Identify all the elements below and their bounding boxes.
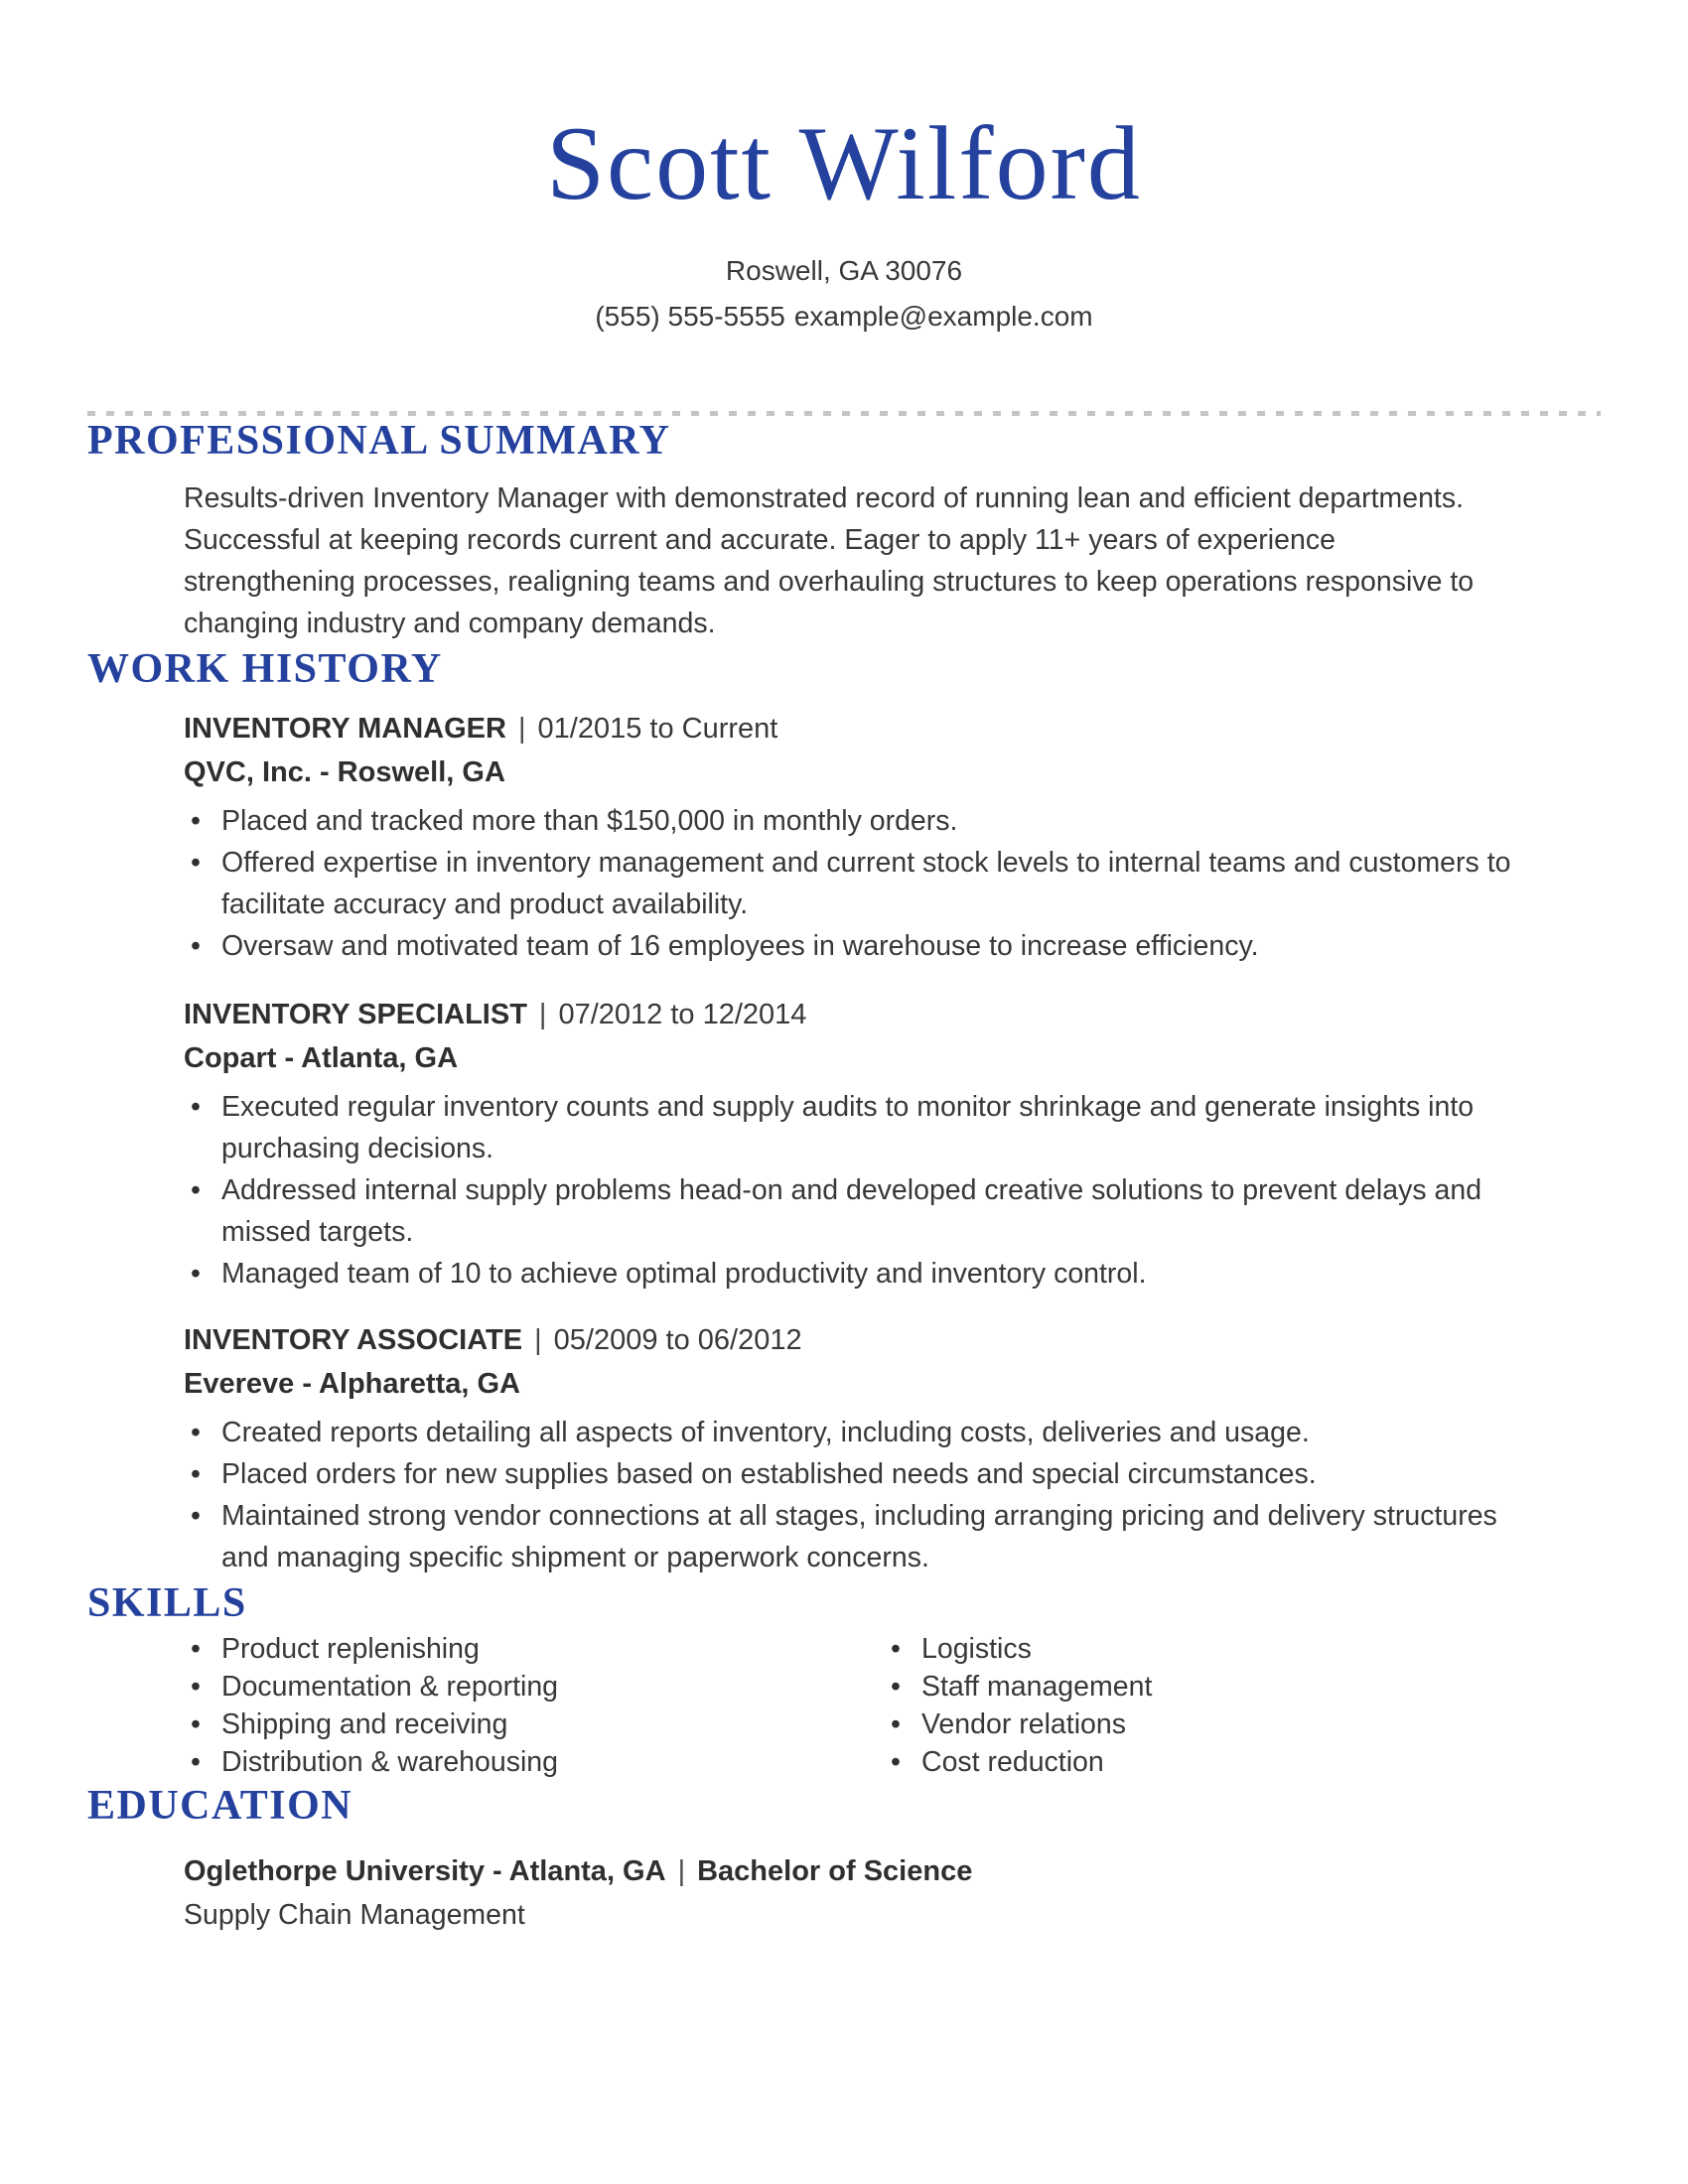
job-bullet <box>184 1169 1519 1253</box>
job-bullet-text: Executed regular inventory counts and supply audits to monitor shrinkage and generate insights into purchasing decisions. <box>221 1090 1475 1164</box>
education-school: Oglethorpe University - Atlanta, GA <box>184 1854 666 1887</box>
skill-item <box>884 1743 1601 1781</box>
job-bullet-list <box>184 1086 1601 1295</box>
job-bullet-list <box>184 800 1601 967</box>
bullet-icon: • <box>191 1090 201 1123</box>
job-title: INVENTORY ASSOCIATE <box>184 1323 523 1356</box>
skill-item <box>884 1668 1601 1706</box>
job-bullet-text: Created reports detailing all aspects of inventory, including costs, deliveries and usage. <box>221 1416 1310 1448</box>
bullet-icon: • <box>191 1173 201 1206</box>
bullet-icon: • <box>891 1708 901 1741</box>
section-heading-professional-summary: PROFESSIONAL SUMMARY <box>87 418 671 464</box>
summary-text: Results-driven Inventory Manager with demonstrated record of running lean and efficient departments. Successful at keeping records current and accurate. Eager to apply 11+ years of experience strengthening processes, realigning teams and overhauling structures to keep operations responsive to changing industry and company demands. <box>184 482 1475 640</box>
bullet-icon: • <box>891 1633 901 1666</box>
pipe-separator: | <box>534 1323 542 1356</box>
skill-item <box>884 1630 1601 1668</box>
bullet-icon: • <box>191 846 201 879</box>
contact-phone: (555) 555-5555 <box>595 301 785 332</box>
bullet-icon: • <box>191 1746 201 1779</box>
skill-text: Staff management <box>921 1671 1153 1704</box>
job-bullet-text: Addressed internal supply problems head-on and developed creative solutions to prevent delays and missed targets. <box>221 1173 1482 1248</box>
education-field: Supply Chain Management <box>184 1898 525 1931</box>
job-bullet <box>184 1412 1519 1453</box>
job-bullet-text: Offered expertise in inventory management and current stock levels to internal teams and customers to facilitate accuracy and product availability. <box>221 846 1511 920</box>
job-dates: 05/2009 to 06/2012 <box>553 1323 802 1356</box>
job-dates: 01/2015 to Current <box>537 712 778 745</box>
job-bullet-text: Managed team of 10 to achieve optimal productivity and inventory control. <box>221 1257 1147 1290</box>
job-entry-inventory-specialist <box>87 993 1601 1295</box>
skill-item <box>884 1706 1601 1743</box>
contact-block <box>87 248 1601 340</box>
job-company: QVC, Inc. - Roswell, GA <box>184 755 505 788</box>
contact-email: example@example.com <box>793 301 1093 332</box>
skill-text: Vendor relations <box>921 1708 1126 1741</box>
job-bullet-list <box>184 1412 1601 1578</box>
job-entry-inventory-manager <box>87 707 1601 967</box>
skill-text: Documentation & reporting <box>221 1671 559 1704</box>
job-bullet-text: Maintained strong vendor connections at all stages, including arranging pricing and delivery structures and managing specific shipment or paperwork concerns. <box>221 1499 1497 1573</box>
contact-line2 <box>87 294 1601 340</box>
section-heading-work-history: WORK HISTORY <box>87 646 443 693</box>
skill-item <box>184 1630 884 1668</box>
skills-left-column <box>184 1630 884 1781</box>
skill-text: Shipping and receiving <box>221 1708 508 1741</box>
section-heading-education: EDUCATION <box>87 1783 353 1830</box>
resume-name: Scott Wilford <box>546 105 1142 221</box>
job-entry-inventory-associate <box>87 1318 1601 1578</box>
skills-columns <box>184 1630 1601 1781</box>
job-title: INVENTORY SPECIALIST <box>184 998 527 1030</box>
bullet-icon: • <box>191 929 201 962</box>
bullet-icon: • <box>191 1257 201 1290</box>
pipe-separator: | <box>677 1854 686 1887</box>
job-bullet-text: Placed and tracked more than $150,000 in monthly orders. <box>221 804 958 837</box>
skill-text: Cost reduction <box>921 1746 1104 1779</box>
job-bullet <box>184 842 1519 925</box>
skill-item <box>184 1743 884 1781</box>
bullet-icon: • <box>191 1457 201 1490</box>
skill-item <box>184 1706 884 1743</box>
bullet-icon: • <box>191 1671 201 1704</box>
job-title-line <box>184 993 1601 1036</box>
bullet-icon: • <box>191 1633 201 1666</box>
section-heading-skills: SKILLS <box>87 1579 247 1626</box>
job-bullet <box>184 1086 1519 1169</box>
job-title-line <box>184 1318 1601 1362</box>
job-bullet <box>184 800 1519 842</box>
bullet-icon: • <box>891 1746 901 1779</box>
pipe-separator: | <box>517 712 526 745</box>
skill-item <box>184 1668 884 1706</box>
skill-text: Logistics <box>921 1633 1032 1666</box>
contact-location: Roswell, GA 30076 <box>725 255 963 286</box>
job-title-line <box>184 707 1601 751</box>
job-title: INVENTORY MANAGER <box>184 712 506 745</box>
job-company: Evereve - Alpharetta, GA <box>184 1367 520 1400</box>
job-dates: 07/2012 to 12/2014 <box>558 998 807 1030</box>
skill-text: Product replenishing <box>221 1633 480 1666</box>
job-bullet <box>184 1253 1519 1295</box>
skill-text: Distribution & warehousing <box>221 1746 559 1779</box>
job-bullet-text: Placed orders for new supplies based on established needs and special circumstances. <box>221 1457 1317 1490</box>
pipe-separator: | <box>538 998 547 1030</box>
bullet-icon: • <box>891 1671 901 1704</box>
job-bullet <box>184 1495 1519 1578</box>
bullet-icon: • <box>191 1499 201 1532</box>
bullet-icon: • <box>191 1708 201 1741</box>
job-bullet <box>184 925 1519 967</box>
education-line <box>184 1849 1601 1893</box>
job-bullet-text: Oversaw and motivated team of 16 employees in warehouse to increase efficiency. <box>221 929 1259 962</box>
job-company: Copart - Atlanta, GA <box>184 1041 459 1074</box>
education-degree: Bachelor of Science <box>697 1854 973 1887</box>
bullet-icon: • <box>191 804 201 837</box>
skills-right-column <box>884 1630 1601 1781</box>
bullet-icon: • <box>191 1416 201 1448</box>
job-bullet <box>184 1453 1519 1495</box>
